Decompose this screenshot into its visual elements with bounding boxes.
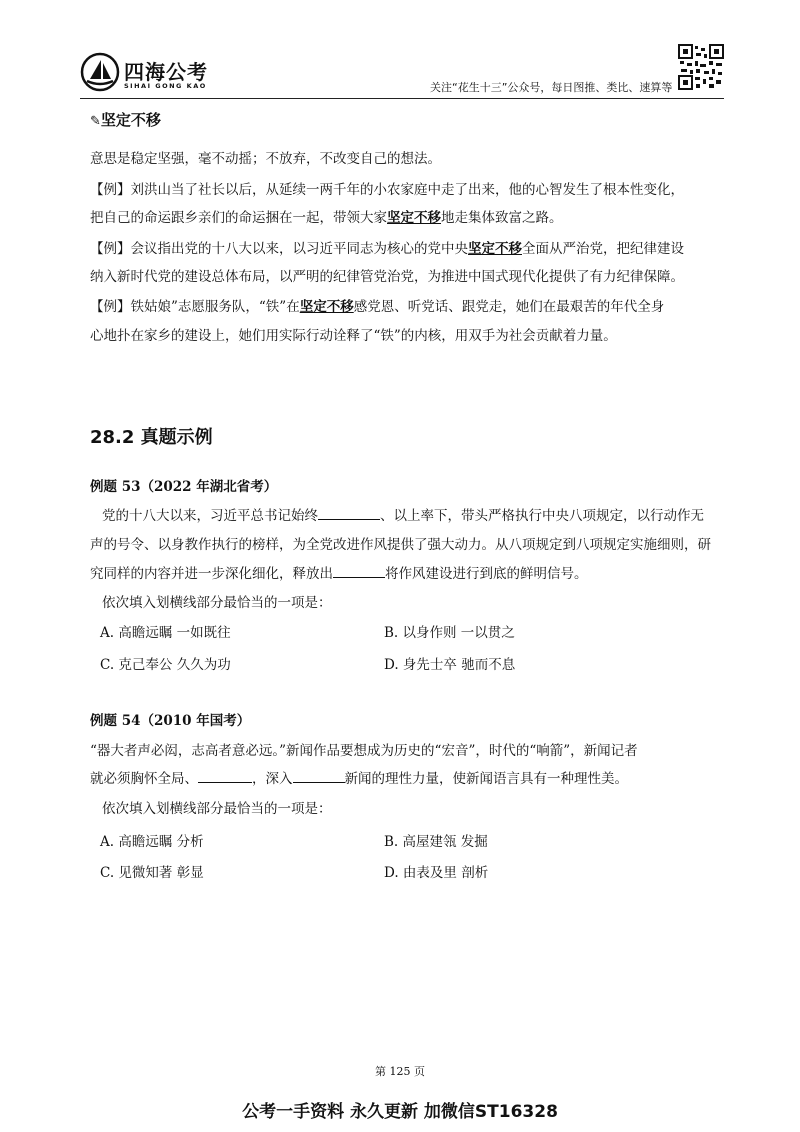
fill-blank xyxy=(198,770,252,783)
term-example-1-line-2: 把自己的命运跟乡亲们的命运捆在一起，带领大家坚定不移地走集体致富之路。 xyxy=(90,210,563,226)
term-example-3-line-1: 【例】铁姑娘”志愿服务队，“铁”在坚定不移感党恩、听党话、跟党走，她们在最艰苦的年代全身 xyxy=(90,299,665,315)
example-53-option-d[interactable]: D. 身先士卒 驰而不息 xyxy=(384,657,516,673)
example-53-option-a[interactable]: A. 高瞻远瞩 一如既往 xyxy=(100,625,231,641)
example-53-option-c[interactable]: C. 克己奉公 久久为功 xyxy=(100,657,231,673)
term-underlined: 坚定不移 xyxy=(299,299,354,315)
brand-name: 四海公考 xyxy=(124,60,208,84)
brand-pinyin: SIHAI GONG KAO xyxy=(124,82,207,90)
pencil-icon: ✎ xyxy=(90,114,101,129)
fill-blank xyxy=(333,565,385,578)
term-underlined: 坚定不移 xyxy=(387,210,441,226)
example-54-question: 依次填入划横线部分最恰当的一项是： xyxy=(102,801,332,817)
page-header xyxy=(0,0,800,100)
example-53-title: 例题 53（2022 年湖北省考） xyxy=(90,479,278,495)
fill-blank xyxy=(293,770,345,783)
example-53-line-2: 声的号令、以身教作执行的榜样，为全党改进作风提供了强大动力。从八项规定到八项规定实施细则，研 xyxy=(90,537,711,553)
term-heading xyxy=(90,109,161,130)
example-54-option-a[interactable]: A. 高瞻远瞩 分析 xyxy=(100,834,204,850)
example-54-option-b[interactable]: B. 高屋建瓴 发掘 xyxy=(384,834,488,850)
brand-logo xyxy=(80,52,230,102)
example-53-line-3: 究同样的内容并进一步深化细化，释放出 将作风建设进行到底的鲜明信号。 xyxy=(90,566,588,582)
term-example-1-line-1: 【例】刘洪山当了社长以后，从延续一两千年的小农家庭中走了出来，他的心智发生了根本性变化， xyxy=(90,182,684,198)
term-title: 坚定不移 xyxy=(100,111,161,129)
example-54-option-c[interactable]: C. 见微知著 彰显 xyxy=(100,865,204,881)
term-example-2-line-1: 【例】会议指出党的十八大以来，以习近平同志为核心的党中央坚定不移全面从严治党，把纪律建设 xyxy=(90,241,684,257)
example-53-option-b[interactable]: B. 以身作则 一以贯之 xyxy=(384,625,515,641)
example-54-option-d[interactable]: D. 由表及里 剖析 xyxy=(384,865,489,881)
section-title: 28.2 真题示例 xyxy=(90,427,213,448)
term-meaning: 意思是稳定坚强，毫不动摇；不放弃，不改变自己的想法。 xyxy=(90,151,441,167)
page-number: 第 125 页 xyxy=(375,1065,425,1078)
header-note: 关注“花生十三”公众号，每日图推、类比、速算等 xyxy=(430,81,673,94)
term-example-3-line-2: 心地扑在家乡的建设上，她们用实际行动诠释了“铁”的内核，用双手为社会贡献着力量。 xyxy=(90,328,617,344)
qr-code-icon xyxy=(678,44,724,90)
example-54-line-2: 就必须胸怀全局、 ，深入 新闻的理性力量，使新闻语言具有一种理性美。 xyxy=(90,771,628,787)
term-underlined: 坚定不移 xyxy=(468,241,522,257)
example-54-title: 例题 54（2010 年国考） xyxy=(90,713,251,729)
term-example-2-line-2: 纳入新时代党的建设总体布局，以严明的纪律管党治党，为推进中国式现代化提供了有力纪律保障。 xyxy=(90,269,684,285)
sailboat-logo-icon xyxy=(80,52,120,92)
example-53-line-1: 党的十八大以来，习近平总书记始终 、以上率下，带头严格执行中央八项规定，以行动作无 xyxy=(102,508,704,524)
fill-blank xyxy=(318,507,380,520)
footer-banner: 公考一手资料 永久更新 加微信ST16328 xyxy=(242,1102,558,1122)
example-54-line-1: “器大者声必闳，志高者意必远。”新闻作品要想成为历史的“宏音”，时代的“响箭”，新闻记者 xyxy=(90,743,638,759)
example-53-question: 依次填入划横线部分最恰当的一项是： xyxy=(102,595,332,611)
header-divider xyxy=(80,98,724,99)
